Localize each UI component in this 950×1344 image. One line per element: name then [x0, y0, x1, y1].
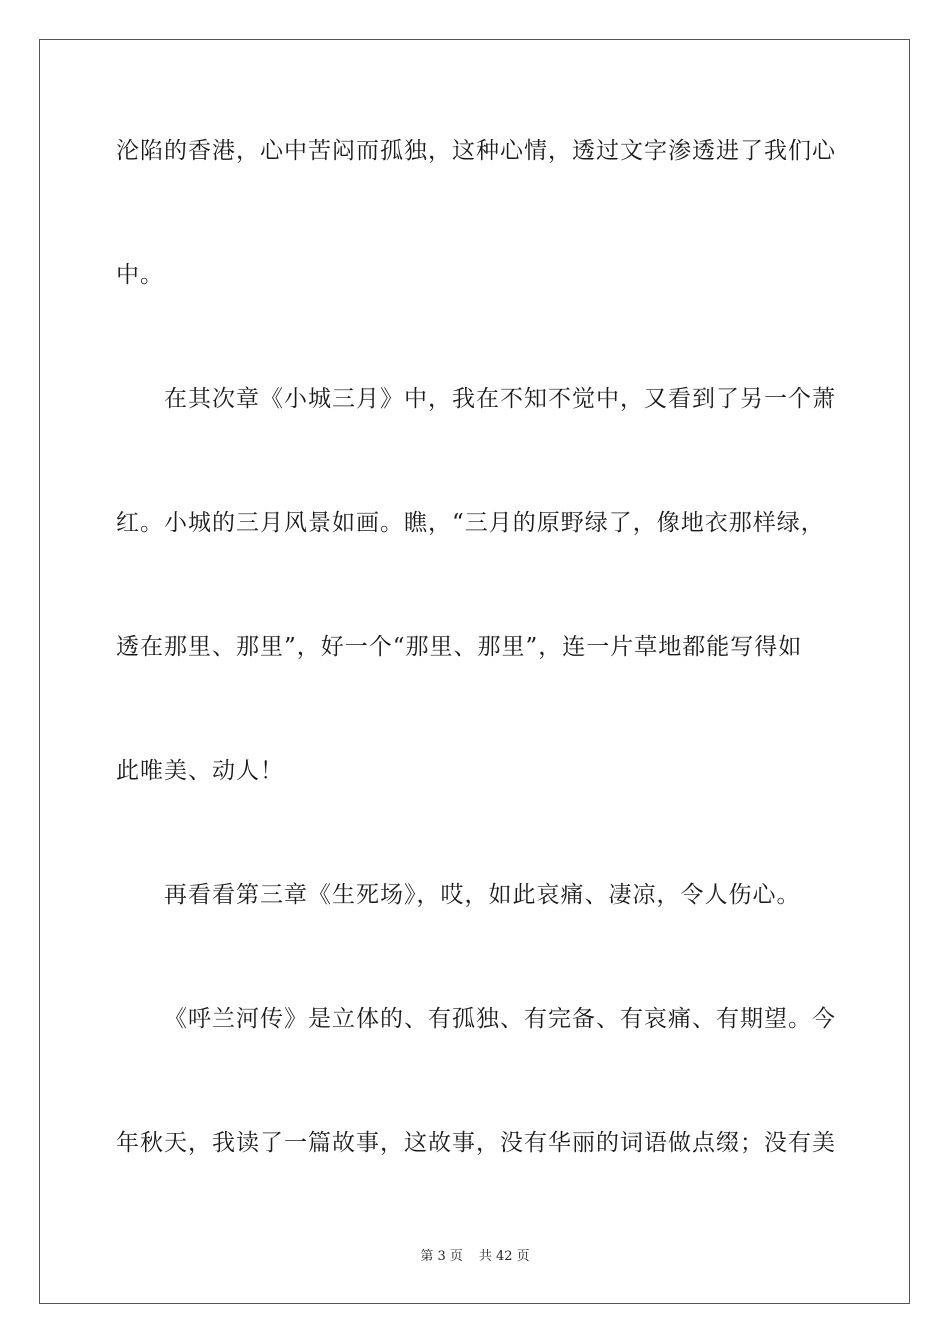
- page-footer: [0, 1248, 950, 1266]
- text-line: 透在那里、那里”，好一个“那里、那里”，连一片草地都能写得如: [116, 634, 803, 660]
- text-line: 沦陷的香港，心中苦闷而孤独，这种心情，透过文字渗透进了我们心: [116, 138, 836, 164]
- page-total: 共 42 页: [478, 1249, 530, 1264]
- paragraph-start-line: 再看看第三章《生死场》，哎，如此哀痛、凄凉，令人伤心。: [164, 882, 801, 908]
- paragraph-start-line: 在其次章《小城三月》中，我在不知不觉中，又看到了另一个萧: [164, 386, 836, 412]
- text-line: 红。小城的三月风景如画。瞧，“三月的原野绿了，像地衣那样绿，: [116, 510, 825, 536]
- text-line: 此唯美、动人！: [116, 758, 284, 784]
- text-line: 年秋天，我读了一篇故事，这故事，没有华丽的词语做点缀；没有美: [116, 1130, 836, 1156]
- page-frame: [39, 39, 910, 1304]
- paragraph-start-line: 《呼兰河传》是立体的、有孤独、有完备、有哀痛、有期望。今: [164, 1006, 836, 1032]
- page-number: 第 3 页: [420, 1249, 463, 1264]
- text-line: 中。: [116, 262, 164, 288]
